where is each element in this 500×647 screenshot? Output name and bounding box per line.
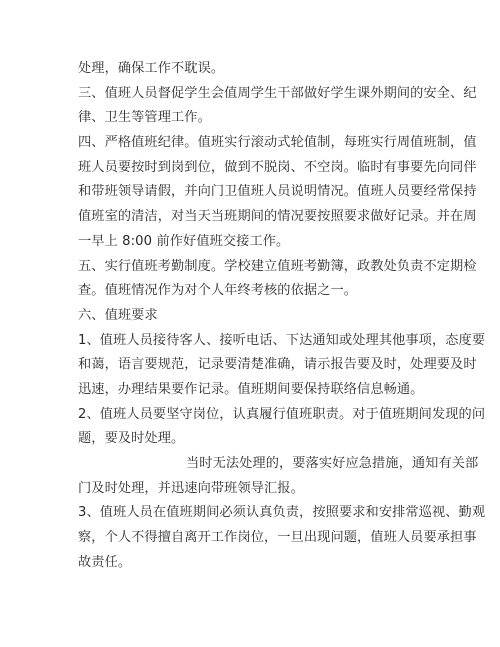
text-line: 和带班领导请假，并向门卫值班人员说明情况。值班人员要经常保持 (78, 184, 477, 200)
text-line: 值班室的清洁，对当天当班期间的情况要按照要求做好记录。并在周 (78, 209, 477, 225)
text-line: 故责任。 (78, 554, 132, 570)
text-line: 查。值班情况作为对个人年终考核的依据之一。 (78, 283, 358, 299)
text-line: 四、严格值班纪律。值班实行滚动式轮值制，每班实行周值班制，值 (78, 135, 477, 151)
text-line: 律、卫生等管理工作。 (78, 110, 211, 126)
text-line: 迅速，办理结果要作记录。值班期间要保持联络信息畅通。 (78, 381, 424, 397)
text-line: 2、值班人员要坚守岗位，认真履行值班职责。对于值班期间发现的问 (78, 406, 486, 422)
text-line: 五、实行值班考勤制度。学校建立值班考勤簿，政教处负责不定期检 (78, 258, 477, 274)
text-line: 门及时处理，并迅速向带班领导汇报。 (78, 480, 304, 496)
text-line: 一早上 8:00 前作好值班交接工作。 (78, 233, 290, 249)
text-line: 班人员要按时到岗到位，做到不脱岗、不空岗。临时有事要先向同伴 (78, 159, 477, 175)
text-line: 六、值班要求 (78, 307, 158, 323)
text-line: 3、值班人员在值班期间必须认真负责，按照要求和安排常巡视、勤观 (78, 505, 486, 521)
text-line: 1、值班人员接待客人、接听电话、下达通知或处理其他事项，态度要 (78, 332, 486, 348)
text-line: 当时无法处理的，要落实好应急措施，通知有关部 (186, 456, 479, 471)
text-line: 题，要及时处理。 (78, 431, 185, 447)
text-line: 三、值班人员督促学生会值周学生干部做好学生课外期间的安全、纪 (78, 85, 477, 101)
text-line: 察，个人不得擅自离开工作岗位，一旦出现问题，值班人员要承担事 (78, 530, 477, 546)
text-line: 处理，确保工作不耽误。 (78, 61, 225, 76)
text-line: 和蔼，语言要规范，记录要清楚准确，请示报告要及时，处理要及时 (78, 357, 477, 373)
document-body (78, 57, 486, 575)
